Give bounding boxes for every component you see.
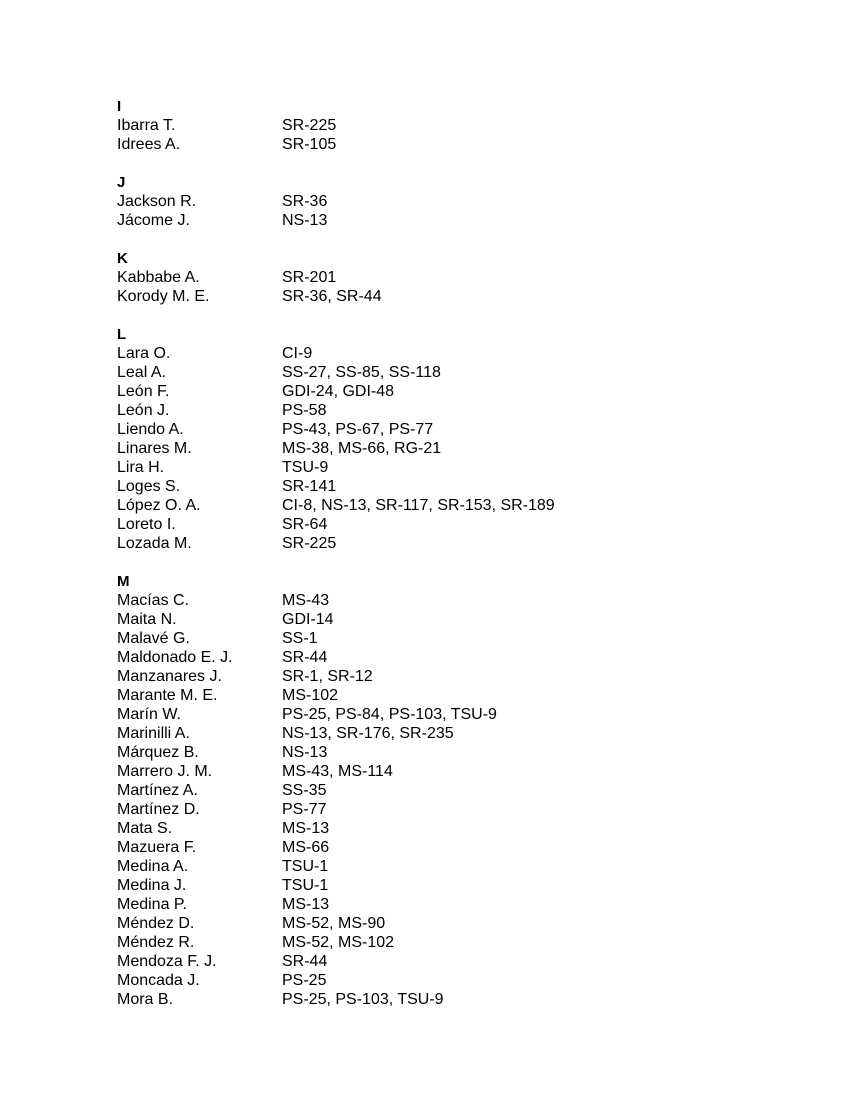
index-entry xyxy=(117,933,807,952)
index-entry xyxy=(117,439,807,458)
index-entry xyxy=(117,135,807,154)
paper-references: SR-201 xyxy=(282,269,337,286)
author-name: Lozada M. xyxy=(117,535,192,552)
paper-references: NS-13 xyxy=(282,212,328,229)
author-name: Marín W. xyxy=(117,706,182,723)
index-entry xyxy=(117,629,807,648)
paper-references: SR-225 xyxy=(282,535,337,552)
author-name: Márquez B. xyxy=(117,744,199,761)
paper-references: MS-52, MS-90 xyxy=(282,915,386,932)
paper-references: CI-9 xyxy=(282,345,313,362)
author-name: Medina A. xyxy=(117,858,189,875)
index-entry xyxy=(117,591,807,610)
index-entry xyxy=(117,914,807,933)
author-name: Marrero J. M. xyxy=(117,763,213,780)
index-section-i xyxy=(117,97,807,154)
index-section-l xyxy=(117,325,807,553)
author-name: Linares M. xyxy=(117,440,192,457)
section-letter-heading: K xyxy=(117,250,128,267)
author-name: Korody M. E. xyxy=(117,288,210,305)
author-name: Lara O. xyxy=(117,345,171,362)
index-section-j xyxy=(117,173,807,230)
author-name: León F. xyxy=(117,383,170,400)
index-entry xyxy=(117,952,807,971)
index-entry xyxy=(117,515,807,534)
paper-references: SR-44 xyxy=(282,649,328,666)
index-entry xyxy=(117,743,807,762)
paper-references: TSU-1 xyxy=(282,858,329,875)
index-entry xyxy=(117,477,807,496)
index-entry xyxy=(117,781,807,800)
paper-references: SS-1 xyxy=(282,630,318,647)
index-entry xyxy=(117,724,807,743)
index-entry xyxy=(117,344,807,363)
section-letter-heading: J xyxy=(117,174,126,191)
author-name: Martínez D. xyxy=(117,801,200,818)
paper-references: TSU-1 xyxy=(282,877,329,894)
author-name: Medina J. xyxy=(117,877,187,894)
author-name: León J. xyxy=(117,402,170,419)
section-letter-heading: L xyxy=(117,326,127,343)
paper-references: PS-25 xyxy=(282,972,327,989)
author-name: Liendo A. xyxy=(117,421,184,438)
index-entry xyxy=(117,116,807,135)
author-name: Jackson R. xyxy=(117,193,197,210)
index-entry xyxy=(117,192,807,211)
author-name: Marante M. E. xyxy=(117,687,218,704)
author-name: Loges S. xyxy=(117,478,181,495)
paper-references: SR-64 xyxy=(282,516,328,533)
author-name: Maita N. xyxy=(117,611,177,628)
index-entry xyxy=(117,268,807,287)
index-entry xyxy=(117,876,807,895)
author-name: Marinilli A. xyxy=(117,725,190,742)
index-entry xyxy=(117,667,807,686)
author-name: Manzanares J. xyxy=(117,668,222,685)
paper-references: MS-13 xyxy=(282,820,330,837)
paper-references: MS-38, MS-66, RG-21 xyxy=(282,440,442,457)
paper-references: PS-25, PS-103, TSU-9 xyxy=(282,991,444,1008)
paper-references: SS-27, SS-85, SS-118 xyxy=(282,364,441,381)
paper-references: MS-43, MS-114 xyxy=(282,763,393,780)
index-entry xyxy=(117,420,807,439)
paper-references: SS-35 xyxy=(282,782,327,799)
index-entry xyxy=(117,401,807,420)
author-name: Idrees A. xyxy=(117,136,181,153)
author-name: Maldonado E. J. xyxy=(117,649,233,666)
paper-references: MS-102 xyxy=(282,687,339,704)
author-name: Loreto I. xyxy=(117,516,176,533)
paper-references: PS-25, PS-84, PS-103, TSU-9 xyxy=(282,706,497,723)
index-entry xyxy=(117,686,807,705)
author-name: López O. A. xyxy=(117,497,201,514)
paper-references: TSU-9 xyxy=(282,459,329,476)
index-entry xyxy=(117,895,807,914)
index-entry xyxy=(117,610,807,629)
paper-references: SR-141 xyxy=(282,478,337,495)
index-section-m xyxy=(117,572,807,1009)
paper-references: PS-58 xyxy=(282,402,327,419)
index-entry xyxy=(117,287,807,306)
author-name: Mazuera F. xyxy=(117,839,197,856)
author-name: Moncada J. xyxy=(117,972,200,989)
paper-references: GDI-24, GDI-48 xyxy=(282,383,395,400)
paper-references: CI-8, NS-13, SR-117, SR-153, SR-189 xyxy=(282,497,555,514)
author-name: Méndez R. xyxy=(117,934,195,951)
index-entry xyxy=(117,800,807,819)
paper-references: SR-36 xyxy=(282,193,328,210)
index-entry xyxy=(117,211,807,230)
paper-references: NS-13, SR-176, SR-235 xyxy=(282,725,454,742)
author-name: Malavé G. xyxy=(117,630,190,647)
author-name: Méndez D. xyxy=(117,915,195,932)
index-entry xyxy=(117,762,807,781)
index-entry xyxy=(117,819,807,838)
paper-references: NS-13 xyxy=(282,744,328,761)
section-letter-heading: M xyxy=(117,573,130,590)
author-name: Mendoza F. J. xyxy=(117,953,217,970)
author-name: Medina P. xyxy=(117,896,187,913)
paper-references: MS-43 xyxy=(282,592,330,609)
index-entry xyxy=(117,990,807,1009)
author-name: Jácome J. xyxy=(117,212,190,229)
author-name: Leal A. xyxy=(117,364,166,381)
author-index xyxy=(117,97,807,1028)
index-entry xyxy=(117,648,807,667)
paper-references: PS-43, PS-67, PS-77 xyxy=(282,421,434,438)
index-entry xyxy=(117,363,807,382)
index-entry xyxy=(117,971,807,990)
paper-references: SR-105 xyxy=(282,136,337,153)
paper-references: GDI-14 xyxy=(282,611,334,628)
paper-references: SR-36, SR-44 xyxy=(282,288,382,305)
index-entry xyxy=(117,857,807,876)
index-section-k xyxy=(117,249,807,306)
paper-references: SR-44 xyxy=(282,953,328,970)
author-name: Macías C. xyxy=(117,592,190,609)
paper-references: MS-13 xyxy=(282,896,330,913)
author-name: Martínez A. xyxy=(117,782,198,799)
author-name: Ibarra T. xyxy=(117,117,176,134)
author-name: Mora B. xyxy=(117,991,174,1008)
paper-references: SR-225 xyxy=(282,117,337,134)
paper-references: MS-66 xyxy=(282,839,330,856)
author-name: Lira H. xyxy=(117,459,165,476)
paper-references: SR-1, SR-12 xyxy=(282,668,373,685)
author-name: Kabbabe A. xyxy=(117,269,200,286)
index-entry xyxy=(117,838,807,857)
index-entry xyxy=(117,458,807,477)
paper-references: MS-52, MS-102 xyxy=(282,934,395,951)
index-entry xyxy=(117,705,807,724)
index-entry xyxy=(117,496,807,515)
index-entry xyxy=(117,382,807,401)
section-letter-heading: I xyxy=(117,98,122,115)
author-name: Mata S. xyxy=(117,820,173,837)
paper-references: PS-77 xyxy=(282,801,327,818)
index-entry xyxy=(117,534,807,553)
